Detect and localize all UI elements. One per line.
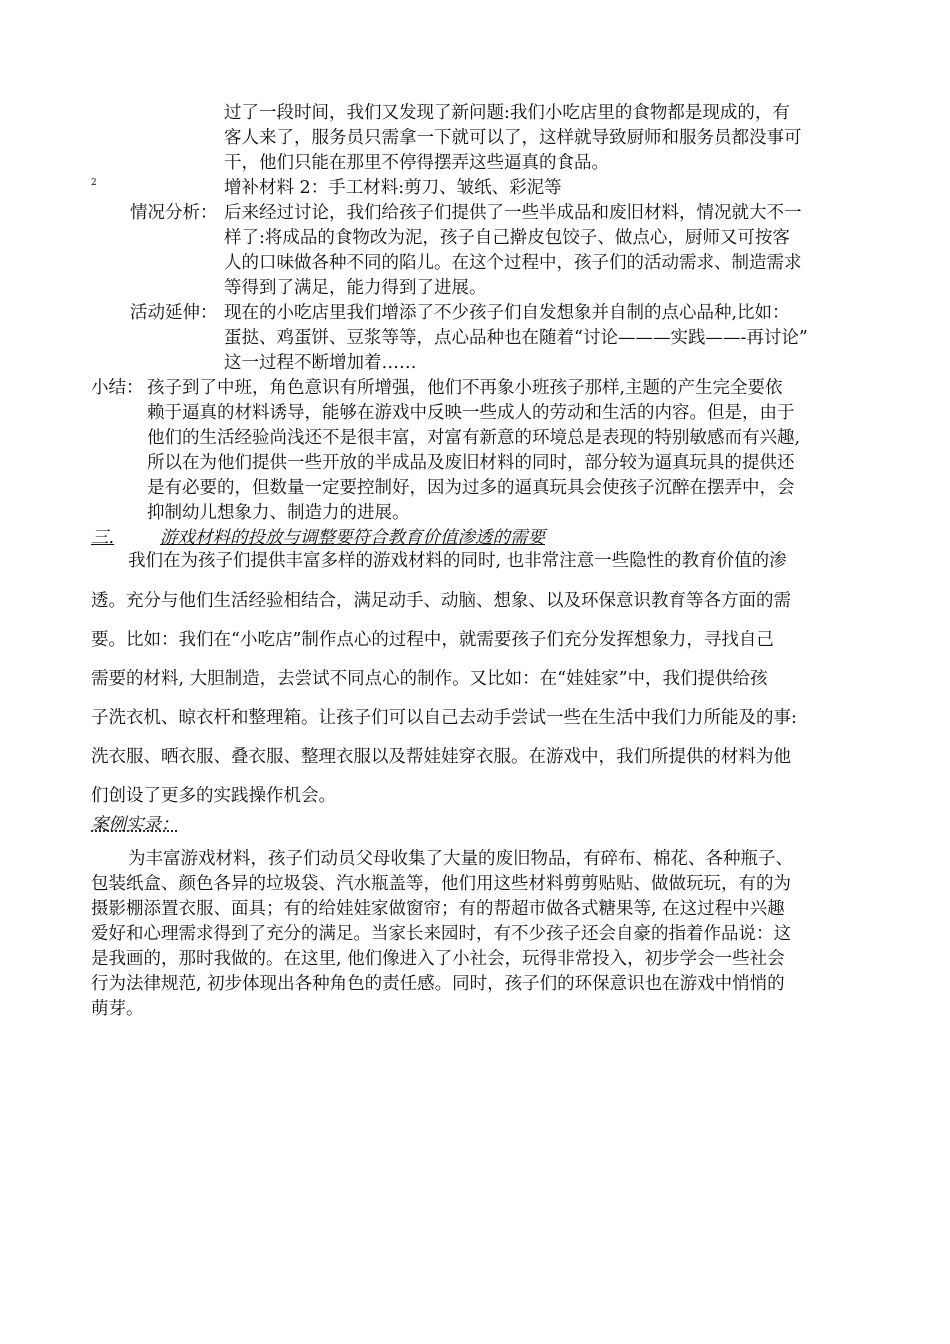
summary-label: 小结： — [91, 378, 144, 398]
text-line: 客人来了，服务员只需拿一下就可以了，这样就导致厨师和服务员都没事可 — [224, 128, 802, 148]
text-line: 要。比如：我们在“小吃店”制作点心的过程中，就需要孩子们充分发挥想象力，寻找自己 — [91, 630, 774, 650]
section-number: 三. — [91, 528, 115, 548]
text-line: 透。充分与他们生活经验相结合，满足动手、动脑、想象、以及环保意识教育等各方面的需 — [91, 591, 791, 611]
text-line: 们创设了更多的实践操作机会。 — [91, 786, 336, 806]
material-2-line: 增补材料 2：手工材料:剪刀、皱纸、彩泥等 — [224, 178, 562, 198]
text-line: 等得到了满足，能力得到了进展。 — [224, 278, 487, 298]
extension-label: 活动延伸： — [130, 303, 218, 323]
text-line: 后来经过讨论，我们给孩子们提供了一些半成品和废旧材料，情况就大不一 — [224, 203, 802, 223]
text-line: 蛋挞、鸡蛋饼、豆浆等等，点心品种也在随着“讨论———实践——-再讨论” — [224, 328, 808, 348]
text-line: 干，他们只能在那里不停得摆弄这些逼真的食品。 — [224, 153, 609, 173]
text-line: 行为法律规范, 初步体现出各种角色的责任感。同时，孩子们的环保意识也在游戏中悄悄的 — [91, 974, 785, 994]
text-line: 这一过程不断增加着…… — [224, 353, 417, 373]
text-line: 子洗衣机、晾衣杆和整理箱。让孩子们可以自己去动手尝试一些在生活中我们力所能及的事: — [91, 708, 797, 728]
text-line: 样了:将成品的食物改为泥，孩子自己擀皮包饺子、做点心，厨师又可按客 — [224, 228, 790, 248]
text-line: 包装纸盒、颜色各异的垃圾袋、汽水瓶盖等，他们用这些材料剪剪贴贴、做做玩玩，有的为 — [91, 874, 791, 894]
text-line: 需要的材料, 大胆制造，去尝试不同点心的制作。又比如：在“娃娃家”中，我们提供给孩 — [91, 669, 768, 689]
analysis-label: 情况分析： — [130, 203, 218, 223]
case-heading: 案例实录： — [91, 815, 179, 835]
text-line: 是有必要的，但数量一定要控制好，因为过多的逼真玩具会使孩子沉醉在摆弄中，会 — [147, 478, 795, 498]
text-line: 抑制幼儿想象力、制造力的进展。 — [147, 503, 410, 523]
text-line: 爱好和心理需求得到了充分的满足。当家长来园时，有不少孩子还会自豪的指着作品说：这 — [91, 924, 791, 944]
text-line: 现在的小吃店里我们增添了不少孩子们自发想象并自制的点心品种,比如： — [224, 303, 790, 323]
section-title: 游戏材料的投放与调整要符合教育价值渗透的需要 — [160, 528, 545, 548]
text-line: 萌芽。 — [91, 999, 144, 1019]
text-line: 孩子到了中班，角色意识有所增强，他们不再象小班孩子那样,主题的产生完全要依 — [147, 378, 783, 398]
text-line: 是我画的，那时我做的。在这里, 他们像进入了小社会，玩得非常投入，初步学会一些社会 — [91, 949, 785, 969]
text-line: 过了一段时间，我们又发现了新问题:我们小吃店里的食物都是现成的，有 — [224, 103, 790, 123]
text-line: 人的口味做各种不同的陷儿。在这个过程中，孩子们的活动需求、制造需求 — [224, 253, 802, 273]
text-line: 我们在为孩子们提供丰富多样的游戏材料的同时, 也非常注意一些隐性的教育价值的渗 — [128, 551, 787, 571]
text-line: 洗衣服、晒衣服、叠衣服、整理衣服以及帮娃娃穿衣服。在游戏中，我们所提供的材料为他 — [91, 747, 791, 767]
text-line: 摄影棚添置衣服、面具；有的给娃娃家做窗帘；有的帮超市做各式糖果等, 在这过程中兴趣 — [91, 899, 785, 919]
text-line: 为丰富游戏材料，孩子们动员父母收集了大量的废旧物品，有碎布、棉花、各种瓶子、 — [128, 849, 793, 869]
text-line: 他们的生活经验尚浅还不是很丰富，对富有新意的环境总是表现的特别敏感而有兴趣, — [147, 428, 801, 448]
page-number: 2 — [91, 178, 97, 188]
text-line: 所以在为他们提供一些开放的半成品及废旧材料的同时，部分较为逼真玩具的提供还 — [147, 453, 795, 473]
text-line: 赖于逼真的材料诱导，能够在游戏中反映一些成人的劳动和生活的内容。但是，由于 — [147, 403, 795, 423]
